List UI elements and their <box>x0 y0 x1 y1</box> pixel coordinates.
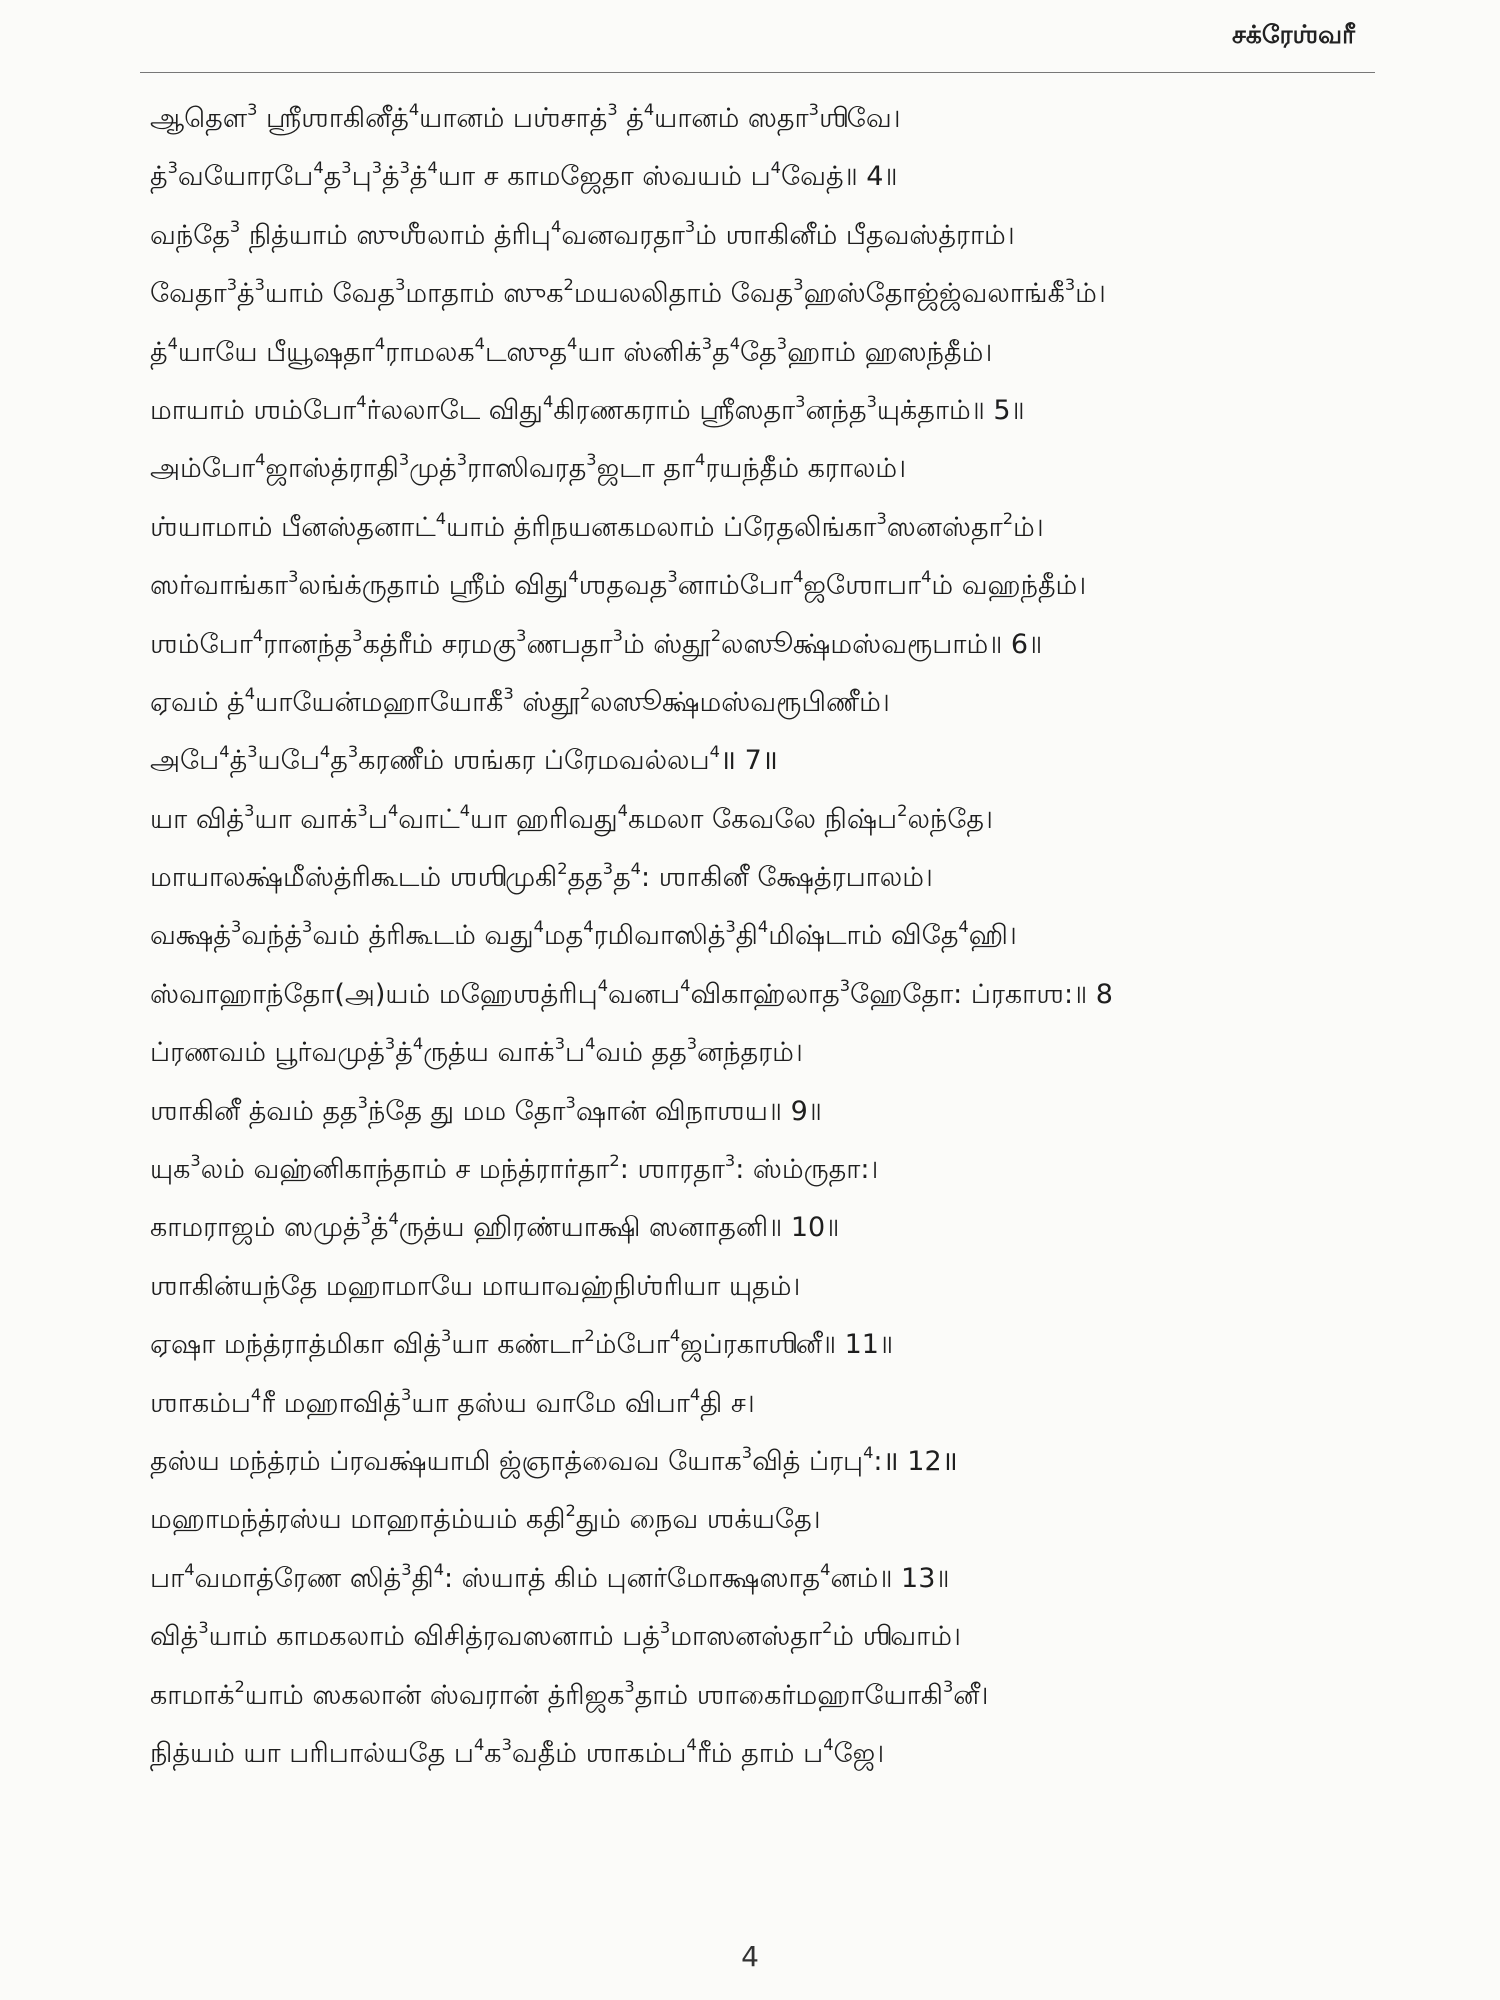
verse-line: ப்ரணவம் பூர்வமுத்$^3$த்$^4$ருத்ய வாக்$^3$ப$^4$வம் தத$^3$னந்தரம்। <box>150 1034 803 1069</box>
verse-line: காமராஜம் ஸமுத்$^3$த்$^4$ருத்ய ஹிரண்யாக்ஷி ஸனாதனி॥ 10॥ <box>150 1209 840 1244</box>
verse-line: யுக$^3$லம் வஹ்னிகாந்தாம் ச மந்த்ரார்தா$^2$: ஶாரதா$^3$: ஸ்ம்ருதா:। <box>150 1150 879 1186</box>
verse-line: ஏஷா மந்த்ராத்மிகா வித்$^3$யா கண்டா$^2$ம்போ$^4$ஜப்ரகாஶினீ॥ 11॥ <box>150 1326 894 1361</box>
verse-line: ஆதௌ$^3$ ஶ்ரீஶாகினீத்$^4$யானம் பஶ்சாத்$^3$ த்$^4$யானம் ஸதா$^3$ஶிவே। <box>150 99 901 134</box>
verse-line: ஶாகினீ த்வம் தத$^3$ந்தே து மம தோ$^3$ஷான் விநாஶய॥ 9॥ <box>150 1092 822 1127</box>
verse-line: த்$^3$வயோரபே$^4$த$^3$பு$^3$த்$^3$த்$^4$யா ச காமஜேதா ஸ்வயம் ப$^4$வேத்॥ 4॥ <box>150 158 898 193</box>
verse-line: வேதா$^3$த்$^3$யாம் வேத$^3$மாதாம் ஸுக$^2$மயலலிதாம் வேத$^3$ஹஸ்தோஜ்ஜ்வலாங்கீ$^3$ம்। <box>150 275 1106 310</box>
verse-line: மஹாமந்த்ரஸ்ய மாஹாத்ம்யம் கதி$^2$தும் நைவ ஶக்யதே। <box>150 1501 821 1536</box>
verse-line: ஶாகம்ப$^4$ரீ மஹாவித்$^3$யா தஸ்ய வாமே விபா$^4$தி ச। <box>150 1384 755 1419</box>
verse-line: நித்யம் யா பரிபால்யதே ப$^4$க$^3$வதீம் ஶாகம்ப$^4$ரீம் தாம் ப$^4$ஜே। <box>150 1734 885 1769</box>
verse-line: தஸ்ய மந்த்ரம் ப்ரவக்ஷ்யாமி ஜ்ஞாத்வைவ யோக$^3$வித் ப்ரபு$^4$:॥ 12॥ <box>150 1442 958 1477</box>
page-header-title: சக்ரேஶ்வரீ <box>1232 20 1355 49</box>
verse-line: காமாக்$^2$யாம் ஸகலான் ஸ்வரான் த்ரிஜக$^3$தாம் ஶாகைர்மஹாயோகி$^3$னீ। <box>150 1676 989 1711</box>
verse-line: மாயாலக்ஷ்மீஸ்த்ரிகூடம் ஶஶிமுகி$^2$தத$^3$த$^4$: ஶாகினீ க்ஷேத்ரபாலம்। <box>150 858 933 894</box>
verse-line: வக்ஷத்$^3$வந்த்$^3$வம் த்ரிகூடம் வது$^4$மத$^4$ரமிவாஸித்$^3$தி$^4$மிஷ்டாம் விதே$^4$ஹி। <box>150 917 1017 952</box>
verse-line: ஶம்போ$^4$ரானந்த$^3$கத்ரீம் சரமகு$^3$ணபதா$^3$ம் ஸ்தூ$^2$லஸூக்ஷ்மஸ்வரூபாம்॥ 6॥ <box>150 625 1043 660</box>
verse-text-body <box>150 90 1385 1783</box>
verse-line: ஶாகின்யந்தே மஹாமாயே மாயாவஹ்நிஶ்ரியா யுதம்। <box>150 1270 801 1302</box>
verse-line: வித்$^3$யாம் காமகலாம் விசித்ரவஸனாம் பத்$^3$மாஸனஸ்தா$^2$ம் ஶிவாம்। <box>150 1618 961 1653</box>
verse-line: ஸர்வாங்கா$^3$லங்க்ருதாம் ஶ்ரீம் விது$^4$ஶதவத$^3$னாம்போ$^4$ஜஶோபா$^4$ம் வஹந்தீம்। <box>150 566 1087 602</box>
verse-line: அபே$^4$த்$^3$யபே$^4$த$^3$கரணீம் ஶங்கர ப்ரேமவல்லப$^4$॥ 7॥ <box>150 742 778 777</box>
verse-line: ஏவம் த்$^4$யாயேன்மஹாயோகீ$^3$ ஸ்தூ$^2$லஸூக்ஷ்மஸ்வரூபிணீம்। <box>150 683 890 718</box>
verse-line: அம்போ$^4$ஜாஸ்த்ராதி$^3$முத்$^3$ராஸிவரத$^3$ஜடா தா$^4$ரயந்தீம் கராலம்। <box>150 450 907 485</box>
page-number: 4 <box>741 1940 759 1973</box>
verse-line: மாயாம் ஶம்போ$^4$ர்லலாடே விது$^4$கிரணகராம் ஶ்ரீஸதா$^3$னந்த$^3$யுக்தாம்॥ 5॥ <box>150 391 1025 426</box>
verse-line: யா வித்$^3$யா வாக்$^3$ப$^4$வாட்$^4$யா ஹரிவது$^4$கமலா கேவலே நிஷ்ப$^2$லந்தே। <box>150 800 993 835</box>
verse-line: த்$^4$யாயே பீயூஷதா$^4$ராமலக$^4$டஸுத$^4$யா ஸ்னிக்$^3$த$^4$தே$^3$ஹாம் ஹஸந்தீம்। <box>150 333 993 368</box>
header-divider <box>140 72 1375 73</box>
verse-line: ஸ்வாஹாந்தோ(அ)யம் மஹேஶத்ரிபு$^4$வனப$^4$விகாஹ்லாத$^3$ஹேதோ: ப்ரகாஶ:॥ 8 <box>150 975 1113 1010</box>
verse-line: பா$^4$வமாத்ரேண ஸித்$^3$தி$^4$: ஸ்யாத் கிம் புனர்மோக்ஷஸாத$^4$னம்॥ 13॥ <box>150 1559 950 1594</box>
verse-line: வந்தே$^3$ நித்யாம் ஸுஶீலாம் த்ரிபு$^4$வனவரதா$^3$ம் ஶாகினீம் பீதவஸ்த்ராம்। <box>150 216 1015 251</box>
verse-line: ஶ்யாமாம் பீனஸ்தனாட்$^4$யாம் த்ரிநயனகமலாம் ப்ரேதலிங்கா$^3$ஸனஸ்தா$^2$ம்। <box>150 508 1044 543</box>
